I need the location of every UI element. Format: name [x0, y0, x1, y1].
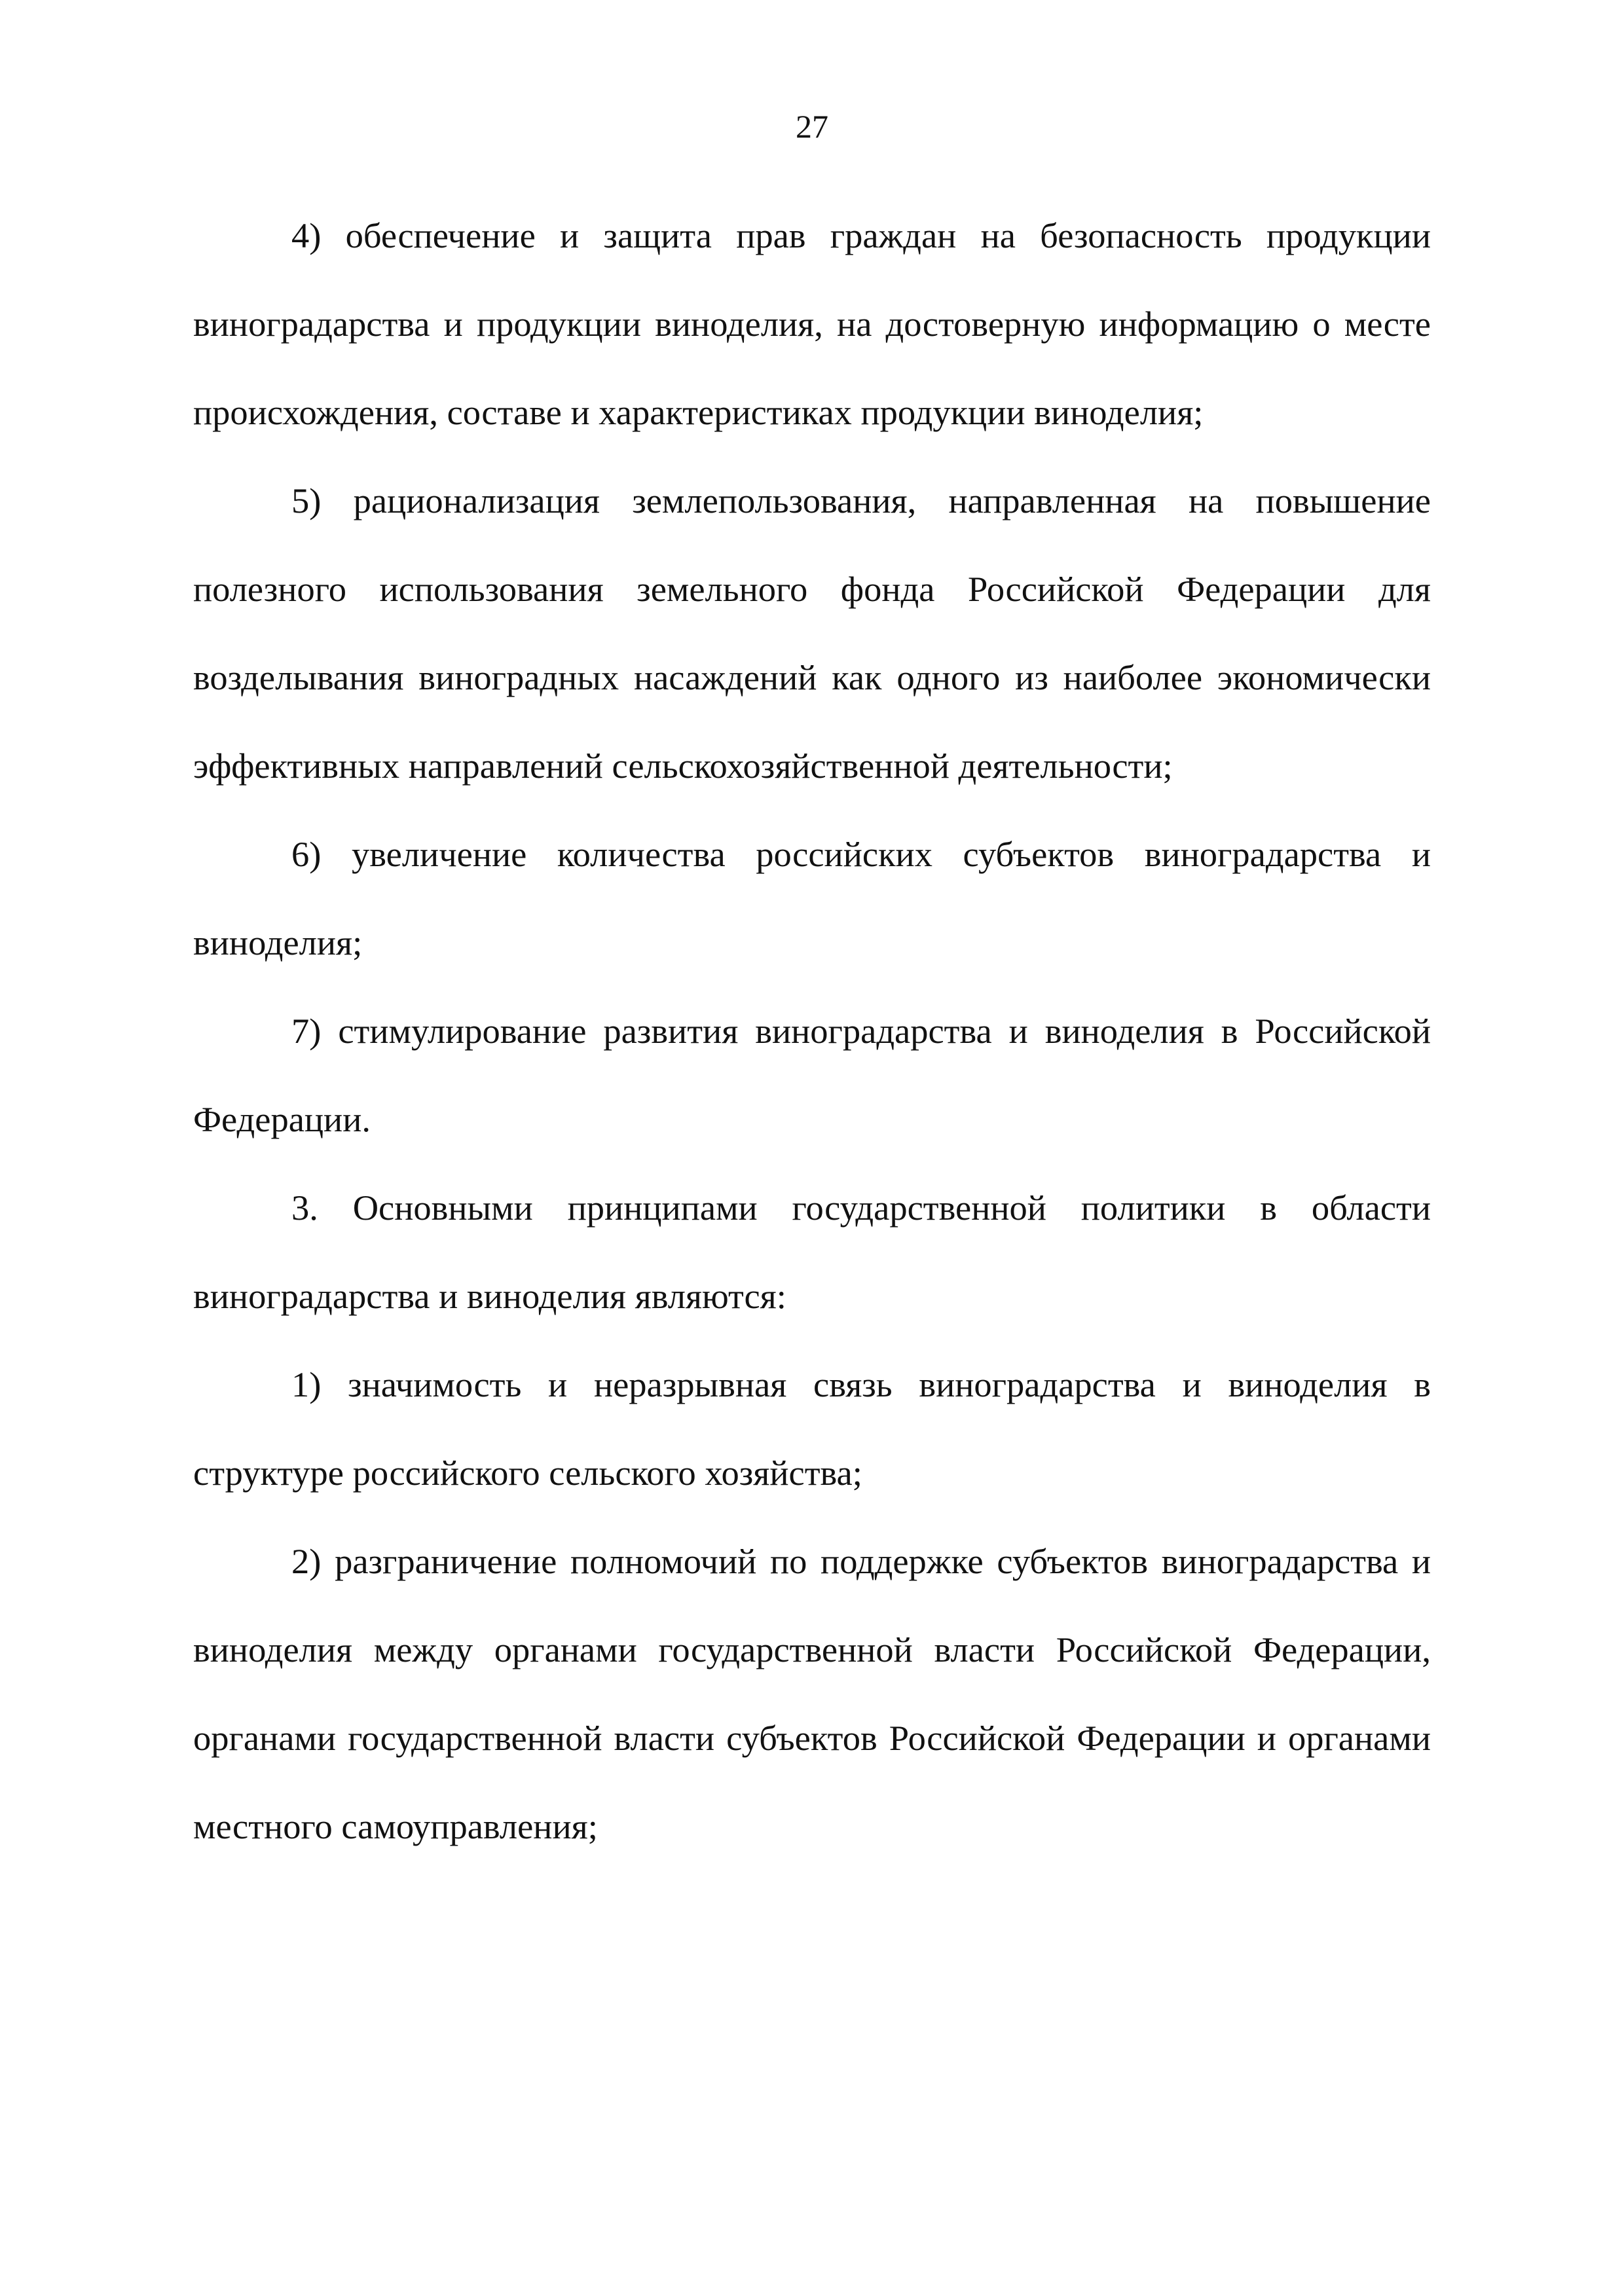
paragraph-principle-2: 2) разграничение полномочий по поддержке субъектов виноградарства и виноделия между органами государственной власти Российской Федерации, органами государственной власти субъектов Российской Федерации и органами местного самоуправления; [193, 1541, 1431, 1846]
document-body [193, 191, 1431, 1870]
page-number: 27 [796, 108, 828, 145]
paragraph-principle-1: 1) значимость и неразрывная связь виноградарства и виноделия в структуре российского сельского хозяйства; [193, 1364, 1431, 1493]
paragraph-item-5: 5) рационализация землепользования, направленная на повышение полезного использования земельного фонда Российской Федерации для возделывания виноградных насаждений как одного из наиболее экономически эффективных направлений сельскохозяйственной деятельности; [193, 481, 1431, 786]
paragraph-item-7: 7) стимулирование развития виноградарства и виноделия в Российской Федерации. [193, 1011, 1431, 1139]
paragraph-item-4: 4) обеспечение и защита прав граждан на безопасность продукции виноградарства и продукции виноделия, на достоверную информацию о месте происхождения, составе и характеристиках продукции виноделия; [193, 215, 1431, 432]
paragraph-item-6: 6) увеличение количества российских субъектов виноградарства и виноделия; [193, 834, 1431, 962]
paragraph-section-3: 3. Основными принципами государственной политики в области виноградарства и виноделия являются: [193, 1188, 1431, 1316]
